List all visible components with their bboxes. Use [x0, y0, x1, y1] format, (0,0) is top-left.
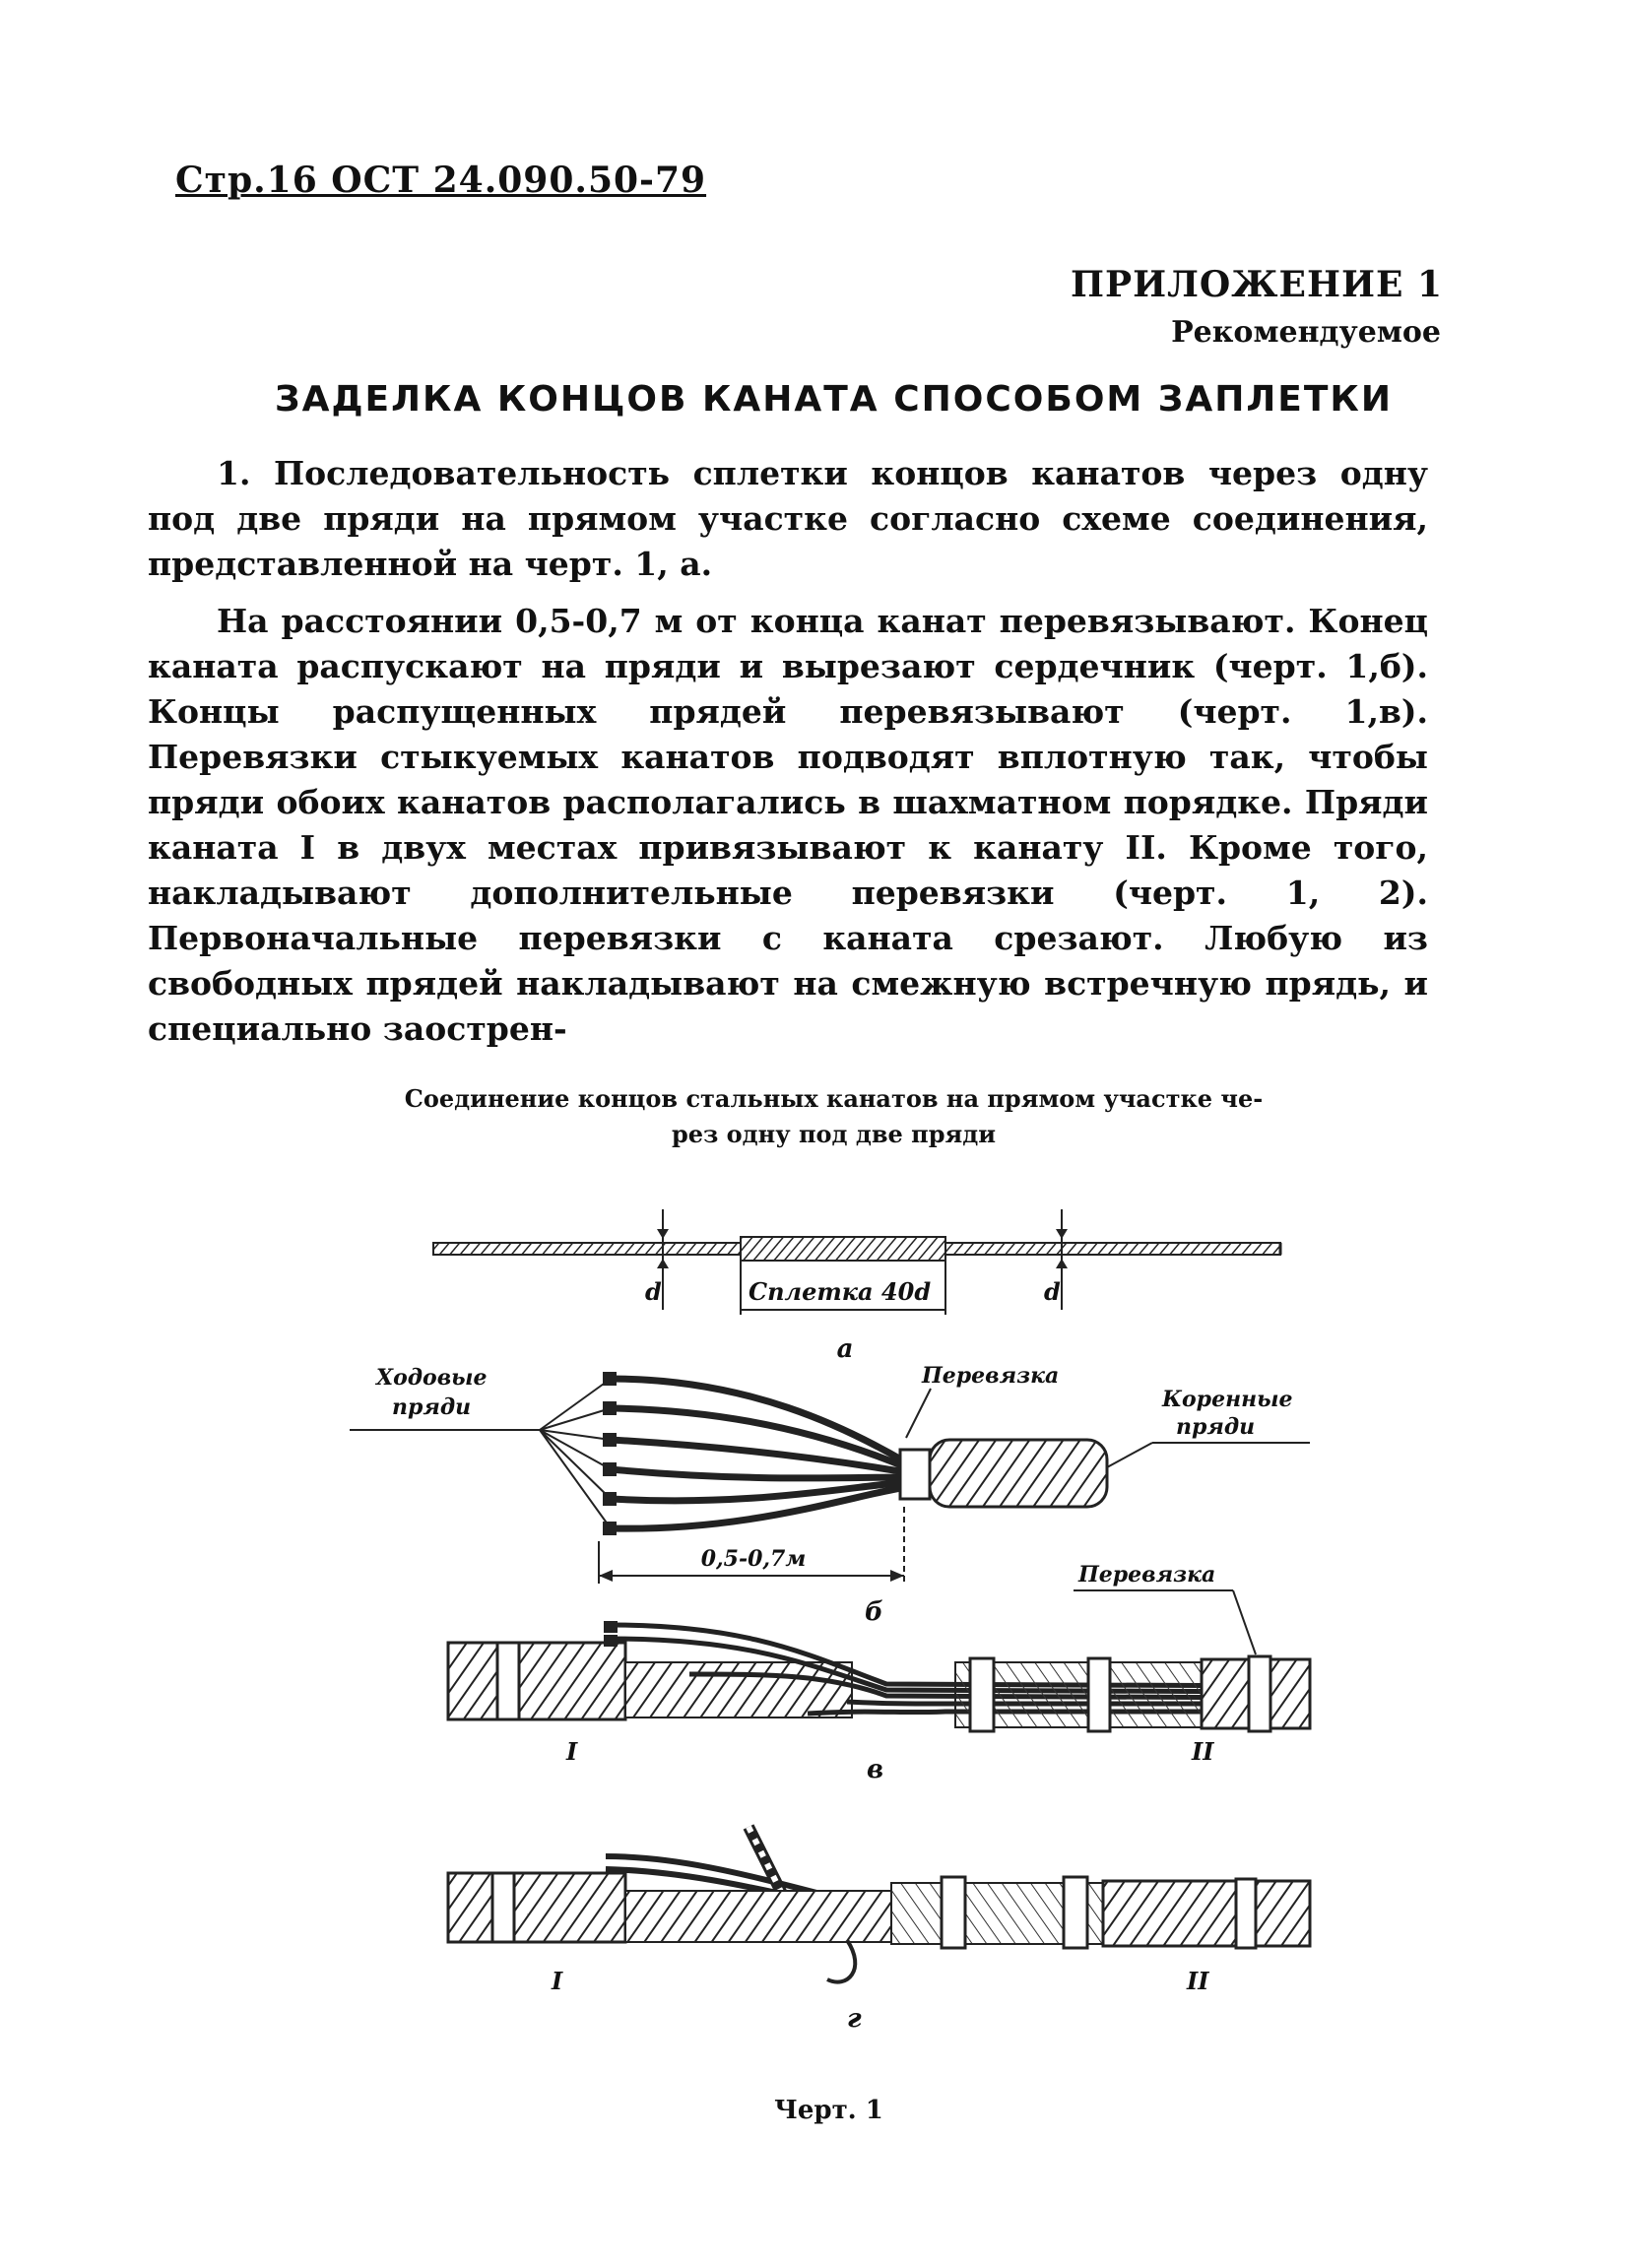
figure-g — [448, 1827, 1310, 2034]
rope-body-b — [930, 1440, 1107, 1507]
figure-number: Черт. 1 — [774, 2096, 883, 2125]
dim-d-left: d — [645, 1277, 662, 1306]
label-running-strands-2: пряди — [392, 1394, 472, 1420]
splice-zone — [741, 1237, 945, 1261]
figure-v — [448, 1562, 1310, 1784]
appendix-status: Рекомендуемое — [1171, 315, 1441, 350]
splice-label: Сплетка 40d — [749, 1277, 932, 1306]
page-header: Стр.16 ОСТ 24.090.50-79 — [175, 160, 707, 201]
rope-label-II-v: II — [1192, 1737, 1214, 1766]
dimension-b: 0,5-0,7м — [700, 1546, 807, 1572]
figure-g-letter: г — [847, 2004, 862, 2034]
paragraph-1: 1. Последовательность сплетки концов канатов через одну под две пряди на прямом участке согласно схеме соединения, представленной на черт. 1, а. — [148, 454, 1428, 583]
figure-a-letter: а — [836, 1334, 854, 1364]
rope-label-I-v: I — [566, 1737, 578, 1766]
label-running-strands-1: Ходовые — [376, 1365, 488, 1391]
section-title: ЗАДЕЛКА КОНЦОВ КАНАТА СПОСОБОМ ЗАПЛЕТКИ — [275, 379, 1393, 420]
rope-left-v — [448, 1643, 625, 1719]
label-standing-strands-2: пряди — [1176, 1414, 1256, 1440]
figure-caption-line-2: рез одну под две пряди — [671, 1120, 997, 1148]
rope-label-II-g: II — [1187, 1967, 1209, 1995]
dim-d-right: d — [1044, 1277, 1061, 1306]
figure-a — [433, 1209, 1280, 1364]
figure-v-letter: в — [867, 1755, 884, 1784]
rope-left-g — [448, 1873, 625, 1942]
label-tie-b: Перевязка — [922, 1363, 1060, 1389]
label-tie-v: Перевязка — [1078, 1562, 1216, 1588]
figure-b-letter: б — [865, 1597, 883, 1627]
figure-caption-line-1: Соединение концов стальных канатов на прямом участке че- — [404, 1084, 1264, 1113]
paragraph-2: На расстоянии 0,5-0,7 м от конца канат перевязывают. Конец каната распускают на пряди и вырезают сердечник (черт. 1,б). Концы распущенных прядей перевязывают (черт. 1,в). Перевязки стыкуемых канатов подводят вплотную так, чтобы пряди обоих канатов располагались в шахматном порядке. Пряди каната I в двух местах привязывают к канату II. Кроме того, накладывают дополнительные перевязки (черт. 1, 2). Первоначальные перевязки с каната срезают. Любую из свободных прядей накладывают на смежную встречную прядь, и специально заострен- — [148, 602, 1428, 1048]
rope-label-I-g: I — [552, 1967, 563, 1995]
rope-right-g — [1103, 1881, 1310, 1946]
label-standing-strands-1: Коренные — [1162, 1387, 1293, 1412]
appendix-label: ПРИЛОЖЕНИЕ 1 — [1071, 264, 1443, 305]
